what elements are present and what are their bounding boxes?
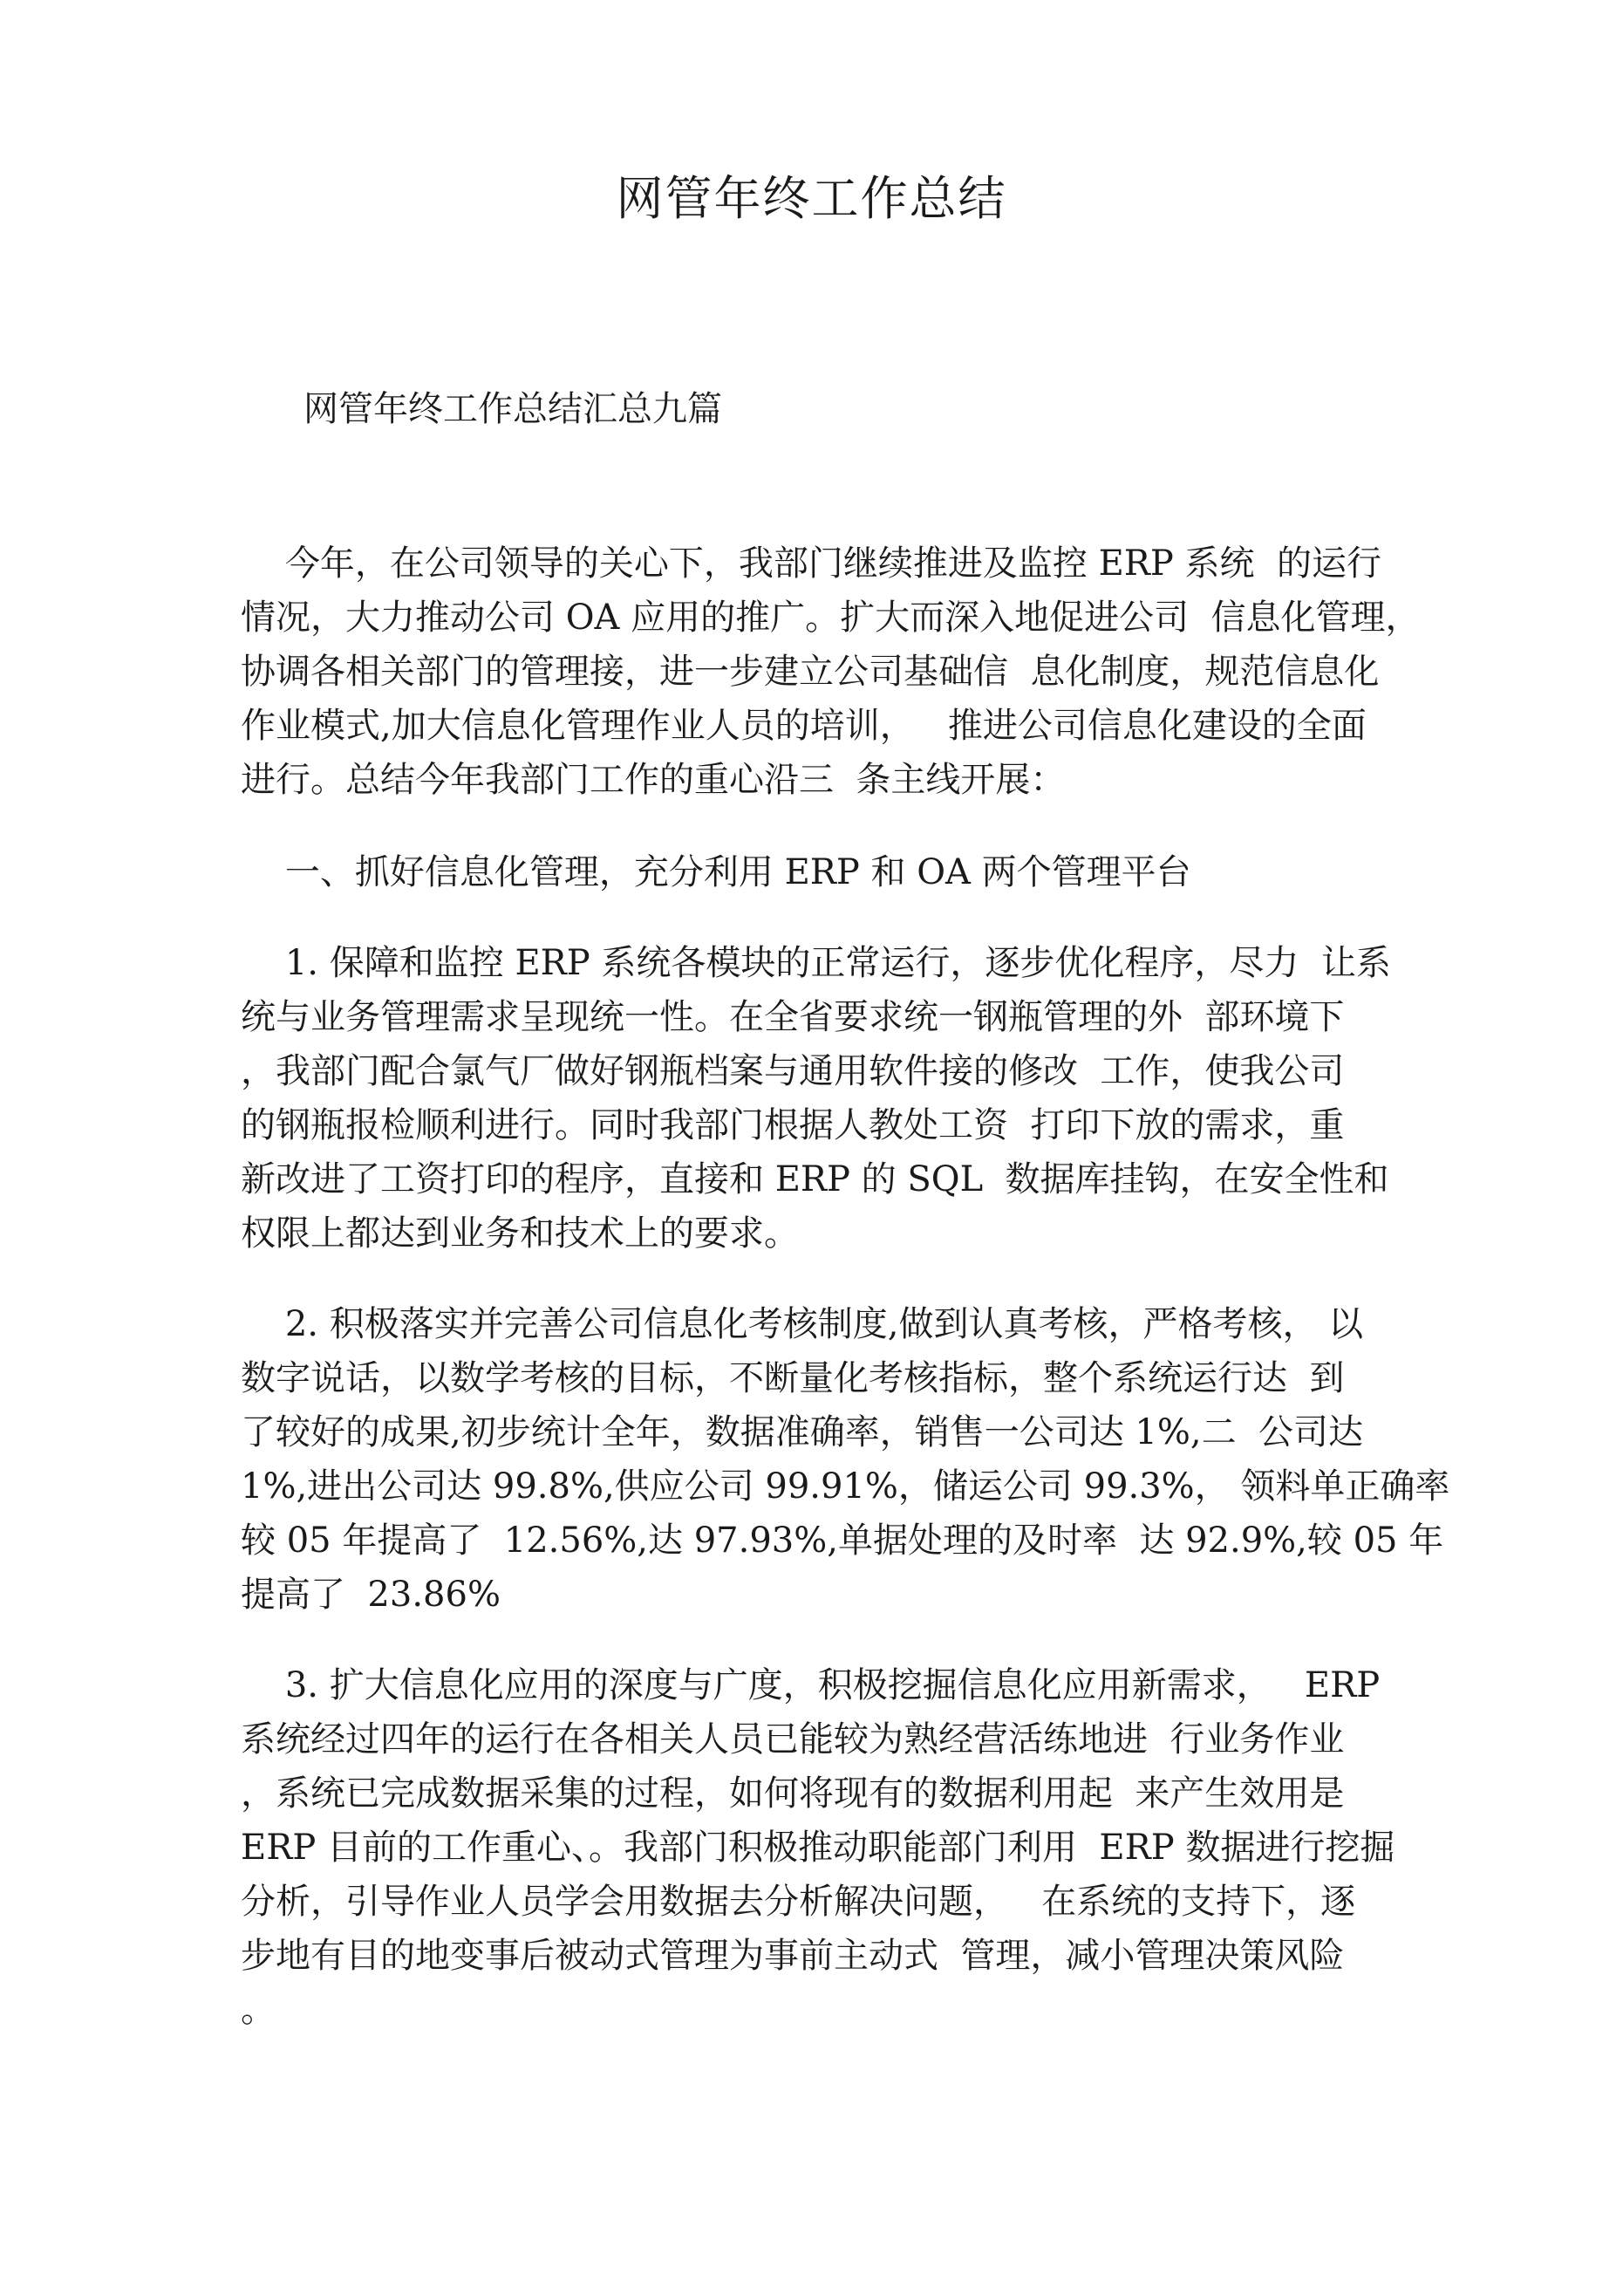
body-line: 权限上都达到业务和技术上的要求。 xyxy=(241,1213,799,1254)
body-line: 情况，大力推动公司 OA 应用的推广。扩大而深入地促进公司 信息化管理， xyxy=(241,598,1421,638)
body-line: 系统经过四年的运行在各相关人员已能较为熟经营活练地进 行业务作业 xyxy=(241,1719,1345,1760)
body-line: 2. 积极落实并完善公司信息化考核制度,做到认真考核，严格考核， 以 xyxy=(241,1304,1364,1344)
body-line: 进行。总结今年我部门工作的重心沿三 条主线开展： xyxy=(241,760,1066,800)
document-subtitle: 网管年终工作总结汇总九篇 xyxy=(303,389,722,429)
body-line: ，系统已完成数据采集的过程，如何将现有的数据利用起 来产生效用是 xyxy=(241,1773,1345,1814)
body-line: 提高了 23.86% xyxy=(241,1575,501,1615)
body-line: 统与业务管理需求呈现统一性。在全省要求统一钢瓶管理的外 部环境下 xyxy=(241,997,1345,1037)
body-line: 分析，引导作业人员学会用数据去分析解决问题， 在系统的支持下，逐 xyxy=(241,1882,1356,1922)
body-line: 。 xyxy=(241,1990,276,2030)
body-line: 3. 扩大信息化应用的深度与广度，积极挖掘信息化应用新需求， ERP xyxy=(241,1665,1381,1705)
document-title: 网管年终工作总结 xyxy=(616,171,1007,226)
body-line: 1. 保障和监控 ERP 系统各模块的正常运行，逐步优化程序，尽力 让系 xyxy=(241,943,1391,983)
body-line: 的钢瓶报检顺利进行。同时我部门根据人教处工资 打印下放的需求，重 xyxy=(241,1105,1345,1145)
body-line: ，我部门配合氯气厂做好钢瓶档案与通用软件接的修改 工作，使我公司 xyxy=(241,1051,1345,1091)
body-line: 1%,进出公司达 99.8%,供应公司 99.91%，储运公司 99.3%， 领料单正确率 xyxy=(241,1466,1450,1507)
body-line: 较 05 年提高了 12.56%,达 97.93%,单据处理的及时率 达 92.9%,较 05 年 xyxy=(241,1520,1444,1561)
body-line: 作业模式,加大信息化管理作业人员的培训， 推进公司信息化建设的全面 xyxy=(241,706,1367,746)
body-line: 今年，在公司领导的关心下，我部门继续推进及监控 ERP 系统 的运行 xyxy=(241,543,1381,584)
body-line: 协调各相关部门的管理接，进一步建立公司基础信 息化制度，规范信息化 xyxy=(241,652,1380,692)
section-heading: 一、抓好信息化管理，充分利用 ERP 和 OA 两个管理平台 xyxy=(241,852,1191,892)
body-line: ERP 目前的工作重心、。我部门积极推动职能部门利用 ERP 数据进行挖掘 xyxy=(241,1828,1395,1868)
body-line: 新改进了工资打印的程序，直接和 ERP 的 SQL 数据库挂钩，在安全性和 xyxy=(241,1159,1389,1199)
body-line: 了较好的成果,初步统计全年，数据准确率，销售一公司达 1%,二 公司达 xyxy=(241,1412,1364,1452)
body-line: 步地有目的地变事后被动式管理为事前主动式 管理，减小管理决策风险 xyxy=(241,1936,1345,1976)
body-line: 数字说话，以数学考核的目标，不断量化考核指标，整个系统运行达 到 xyxy=(241,1358,1345,1398)
